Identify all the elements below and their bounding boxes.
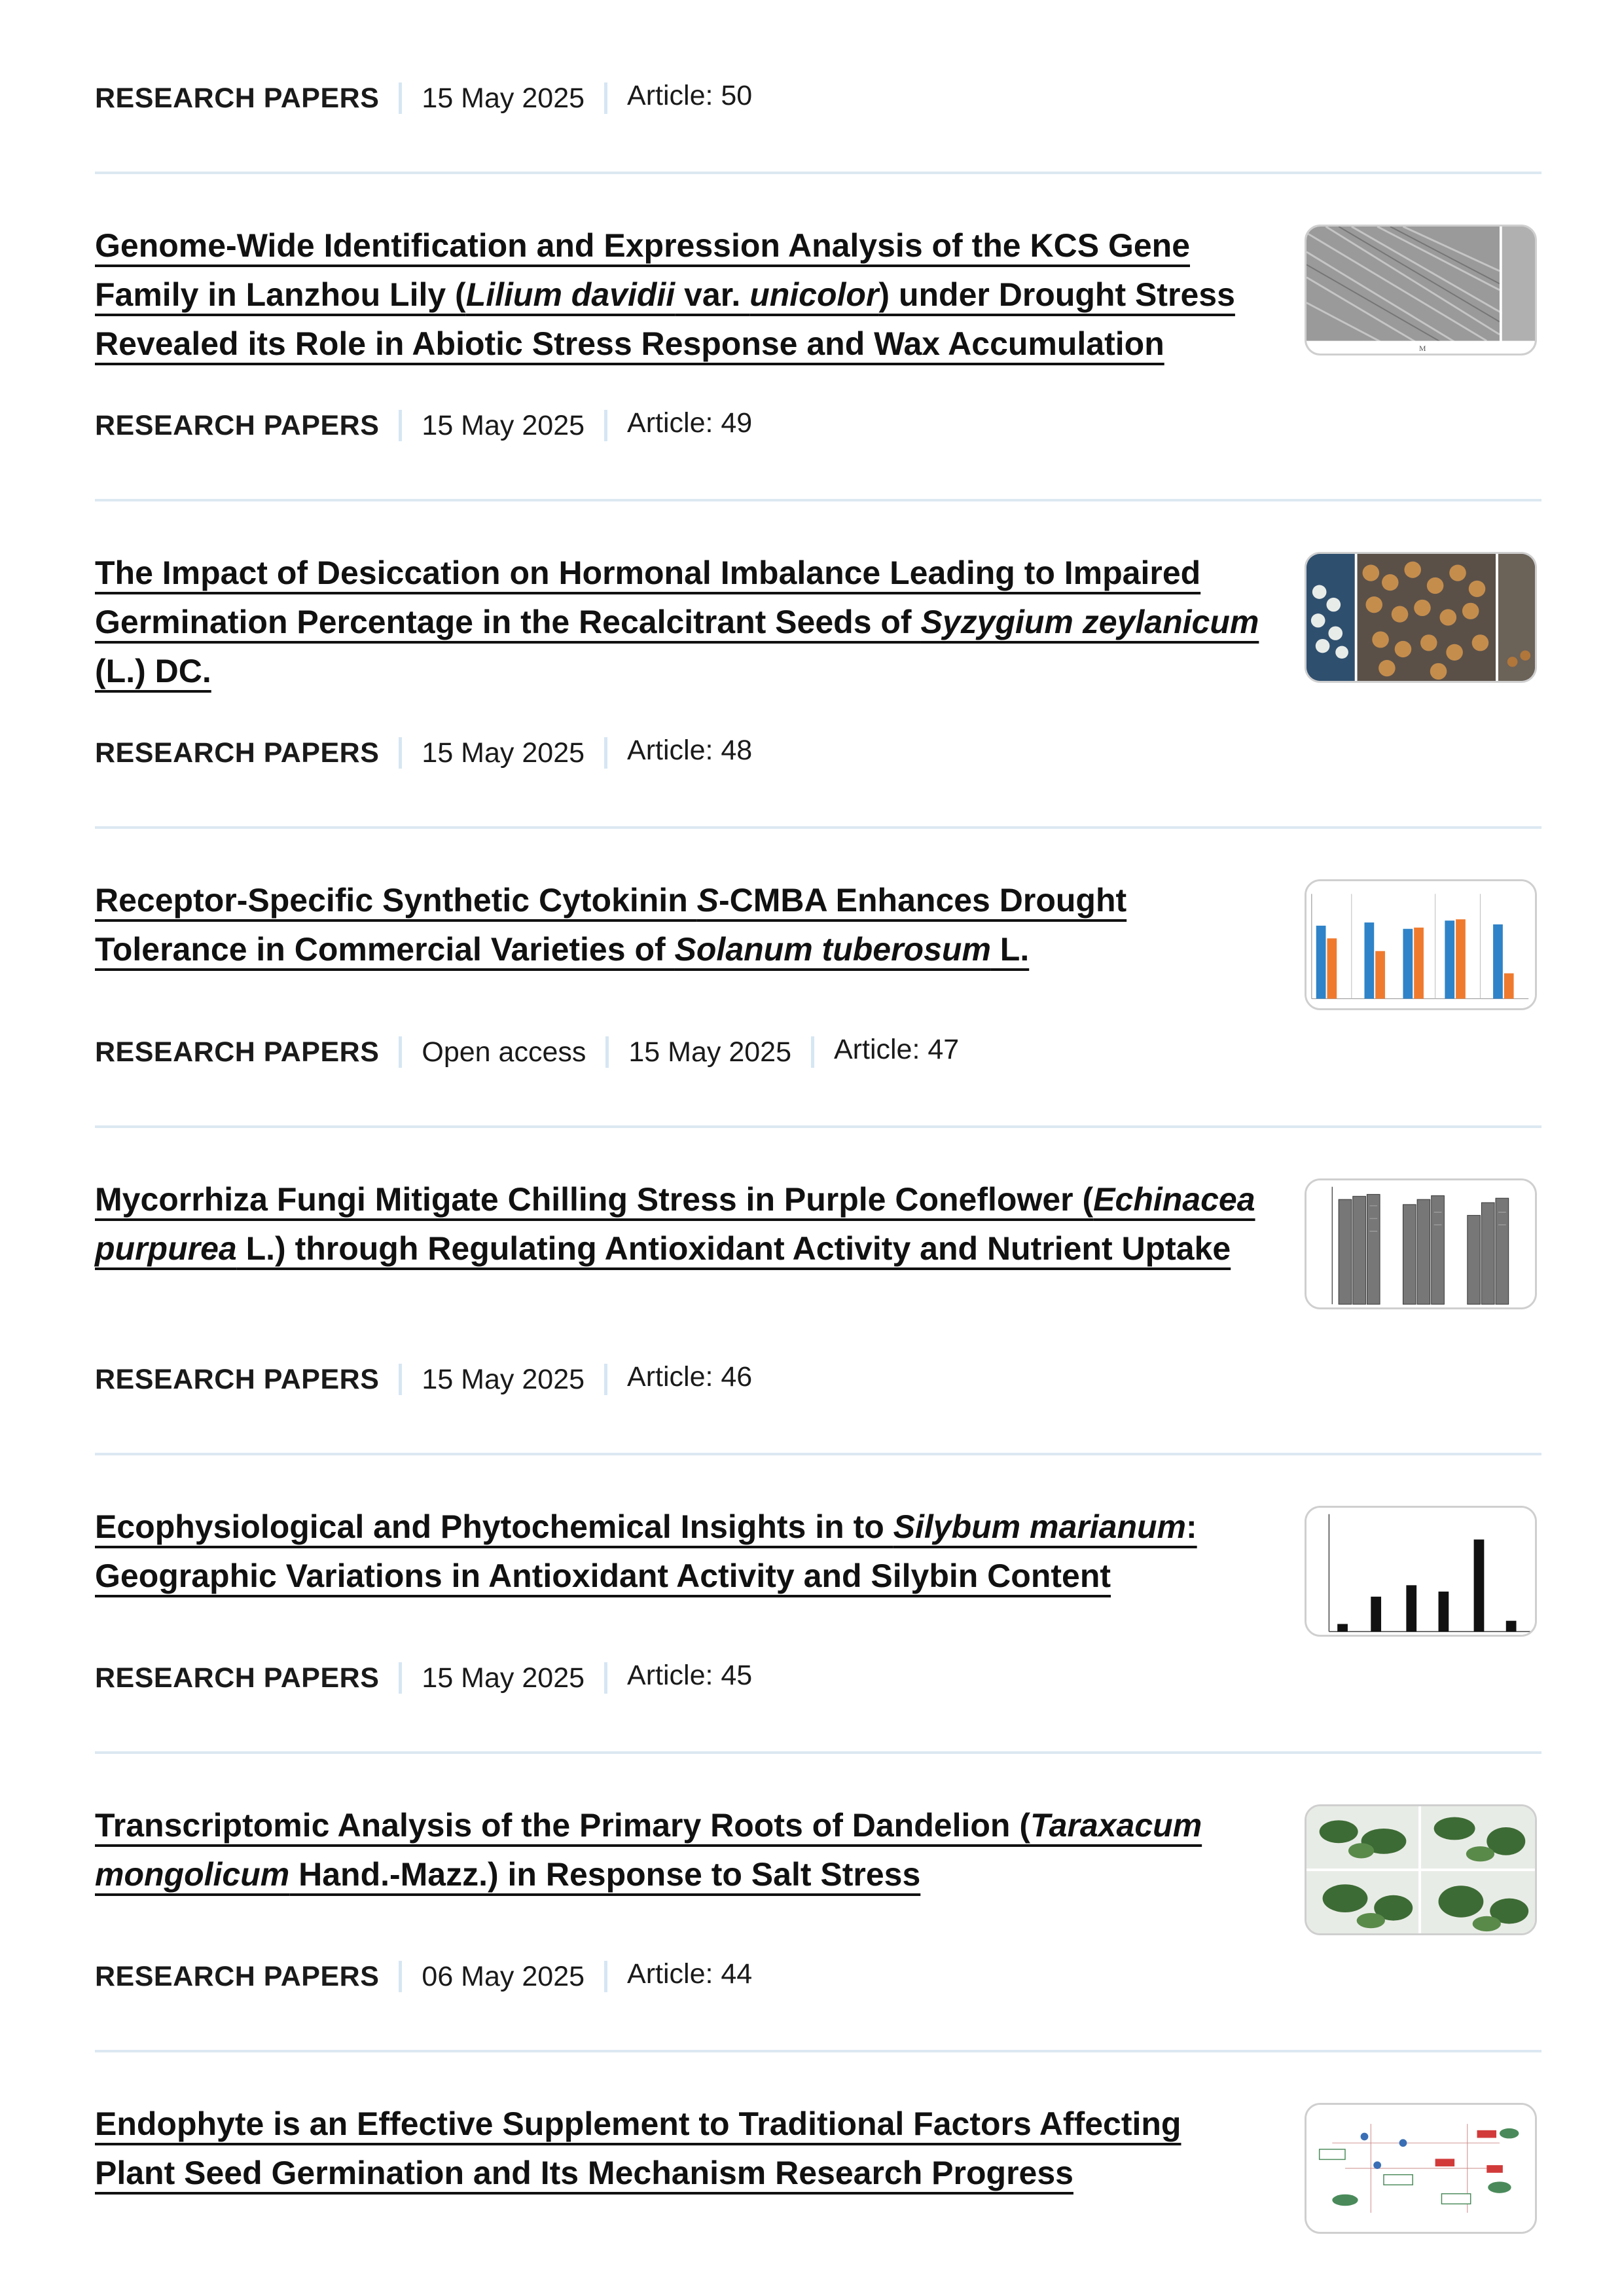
article-number: Article: 50 [627, 79, 753, 111]
meta-separator [399, 1364, 402, 1395]
article-title [95, 1801, 1267, 1899]
article-number: Article: 45 [627, 1659, 753, 1691]
article-thumbnail[interactable] [1305, 2103, 1537, 2234]
date-label: 15 May 2025 [422, 1662, 585, 1694]
divider [95, 826, 1541, 829]
category-label[interactable]: RESEARCH PAPERS [95, 1960, 380, 1992]
article-thumbnail[interactable] [1305, 879, 1537, 1010]
meta-separator [605, 1036, 609, 1068]
article-title-link[interactable]: Receptor-Specific Synthetic Cytokinin S-CMBA Enhances Drought Tolerance in Commercial Varieties of Solanum tuberosum L. [95, 882, 1127, 968]
category-label[interactable]: RESEARCH PAPERS [95, 737, 380, 769]
article-number: Article: 46 [627, 1360, 753, 1393]
category-label[interactable]: RESEARCH PAPERS [95, 1363, 380, 1395]
divider [95, 172, 1541, 174]
article-meta-50 [95, 79, 752, 118]
article-title [95, 549, 1267, 696]
article-title [95, 1175, 1267, 1273]
thumb-label: M [1419, 344, 1426, 354]
article-number: Article: 44 [627, 1958, 753, 1990]
article-thumbnail[interactable] [1305, 552, 1537, 683]
meta-separator [399, 1662, 402, 1694]
divider [95, 2050, 1541, 2052]
meta-separator [399, 410, 402, 441]
article-title-link[interactable]: Ecophysiological and Phytochemical Insights in to Silybum marianum: Geographic Variations in Antioxidant Activity and Silybin Content [95, 1508, 1197, 1594]
article-title-link[interactable]: Genome-Wide Identification and Expression Analysis of the KCS Gene Family in Lanzhou Lily (Lilium davidii var. unicolor) under Drought Stress Revealed its Role in Abiotic Stress Response and Wax Accumulation [95, 227, 1235, 362]
category-label[interactable]: RESEARCH PAPERS [95, 1036, 380, 1068]
meta-separator [399, 82, 402, 114]
article-thumbnail[interactable] [1305, 1178, 1537, 1309]
article-thumbnail[interactable] [1305, 1804, 1537, 1935]
date-label: 06 May 2025 [422, 1960, 585, 1992]
divider [95, 1125, 1541, 1128]
article-meta-46 [95, 1360, 752, 1399]
article-title [95, 2100, 1267, 2198]
article-meta-49 [95, 406, 752, 445]
meta-separator [399, 737, 402, 769]
article-meta-48 [95, 733, 752, 773]
meta-separator [604, 1364, 607, 1395]
divider [95, 1453, 1541, 1455]
article-title [95, 221, 1267, 369]
meta-separator [399, 1961, 402, 1992]
article-meta-44 [95, 1957, 752, 1996]
meta-separator [604, 737, 607, 769]
meta-separator [811, 1036, 814, 1068]
article-title-link[interactable]: The Impact of Desiccation on Hormonal Imbalance Leading to Impaired Germination Percentage in the Recalcitrant Seeds of Syzygium zeylanicum (L.) DC. [95, 555, 1259, 689]
category-label[interactable]: RESEARCH PAPERS [95, 1662, 380, 1694]
article-title-link[interactable]: Transcriptomic Analysis of the Primary Roots of Dandelion (Taraxacum mongolicum Hand.-Mazz.) in Response to Salt Stress [95, 1807, 1202, 1893]
category-label[interactable]: RESEARCH PAPERS [95, 82, 380, 114]
article-title [95, 876, 1267, 974]
article-number: Article: 49 [627, 407, 753, 439]
article-title [95, 1503, 1267, 1601]
article-number: Article: 48 [627, 734, 753, 766]
meta-separator [604, 410, 607, 441]
article-title-link[interactable]: Mycorrhiza Fungi Mitigate Chilling Stress in Purple Coneflower (Echinacea purpurea L.) through Regulating Antioxidant Activity and Nutrient Uptake [95, 1181, 1255, 1267]
date-label: 15 May 2025 [422, 1363, 585, 1395]
divider [95, 499, 1541, 501]
article-title-link[interactable]: Endophyte is an Effective Supplement to Traditional Factors Affecting Plant Seed Germination and Its Mechanism Research Progress [95, 2105, 1181, 2191]
divider [95, 1751, 1541, 1754]
date-label: 15 May 2025 [422, 82, 585, 114]
meta-separator [399, 1036, 402, 1068]
article-meta-45 [95, 1658, 752, 1698]
meta-separator [604, 1662, 607, 1694]
access-label: Open access [422, 1036, 586, 1068]
article-number: Article: 47 [834, 1033, 960, 1065]
date-label: 15 May 2025 [422, 409, 585, 441]
article-thumbnail[interactable] [1305, 1506, 1537, 1637]
meta-separator [604, 82, 607, 114]
category-label[interactable]: RESEARCH PAPERS [95, 409, 380, 441]
article-meta-47 [95, 1032, 959, 1072]
article-thumbnail[interactable] [1305, 225, 1537, 355]
date-label: 15 May 2025 [628, 1036, 791, 1068]
meta-separator [604, 1961, 607, 1992]
date-label: 15 May 2025 [422, 737, 585, 769]
